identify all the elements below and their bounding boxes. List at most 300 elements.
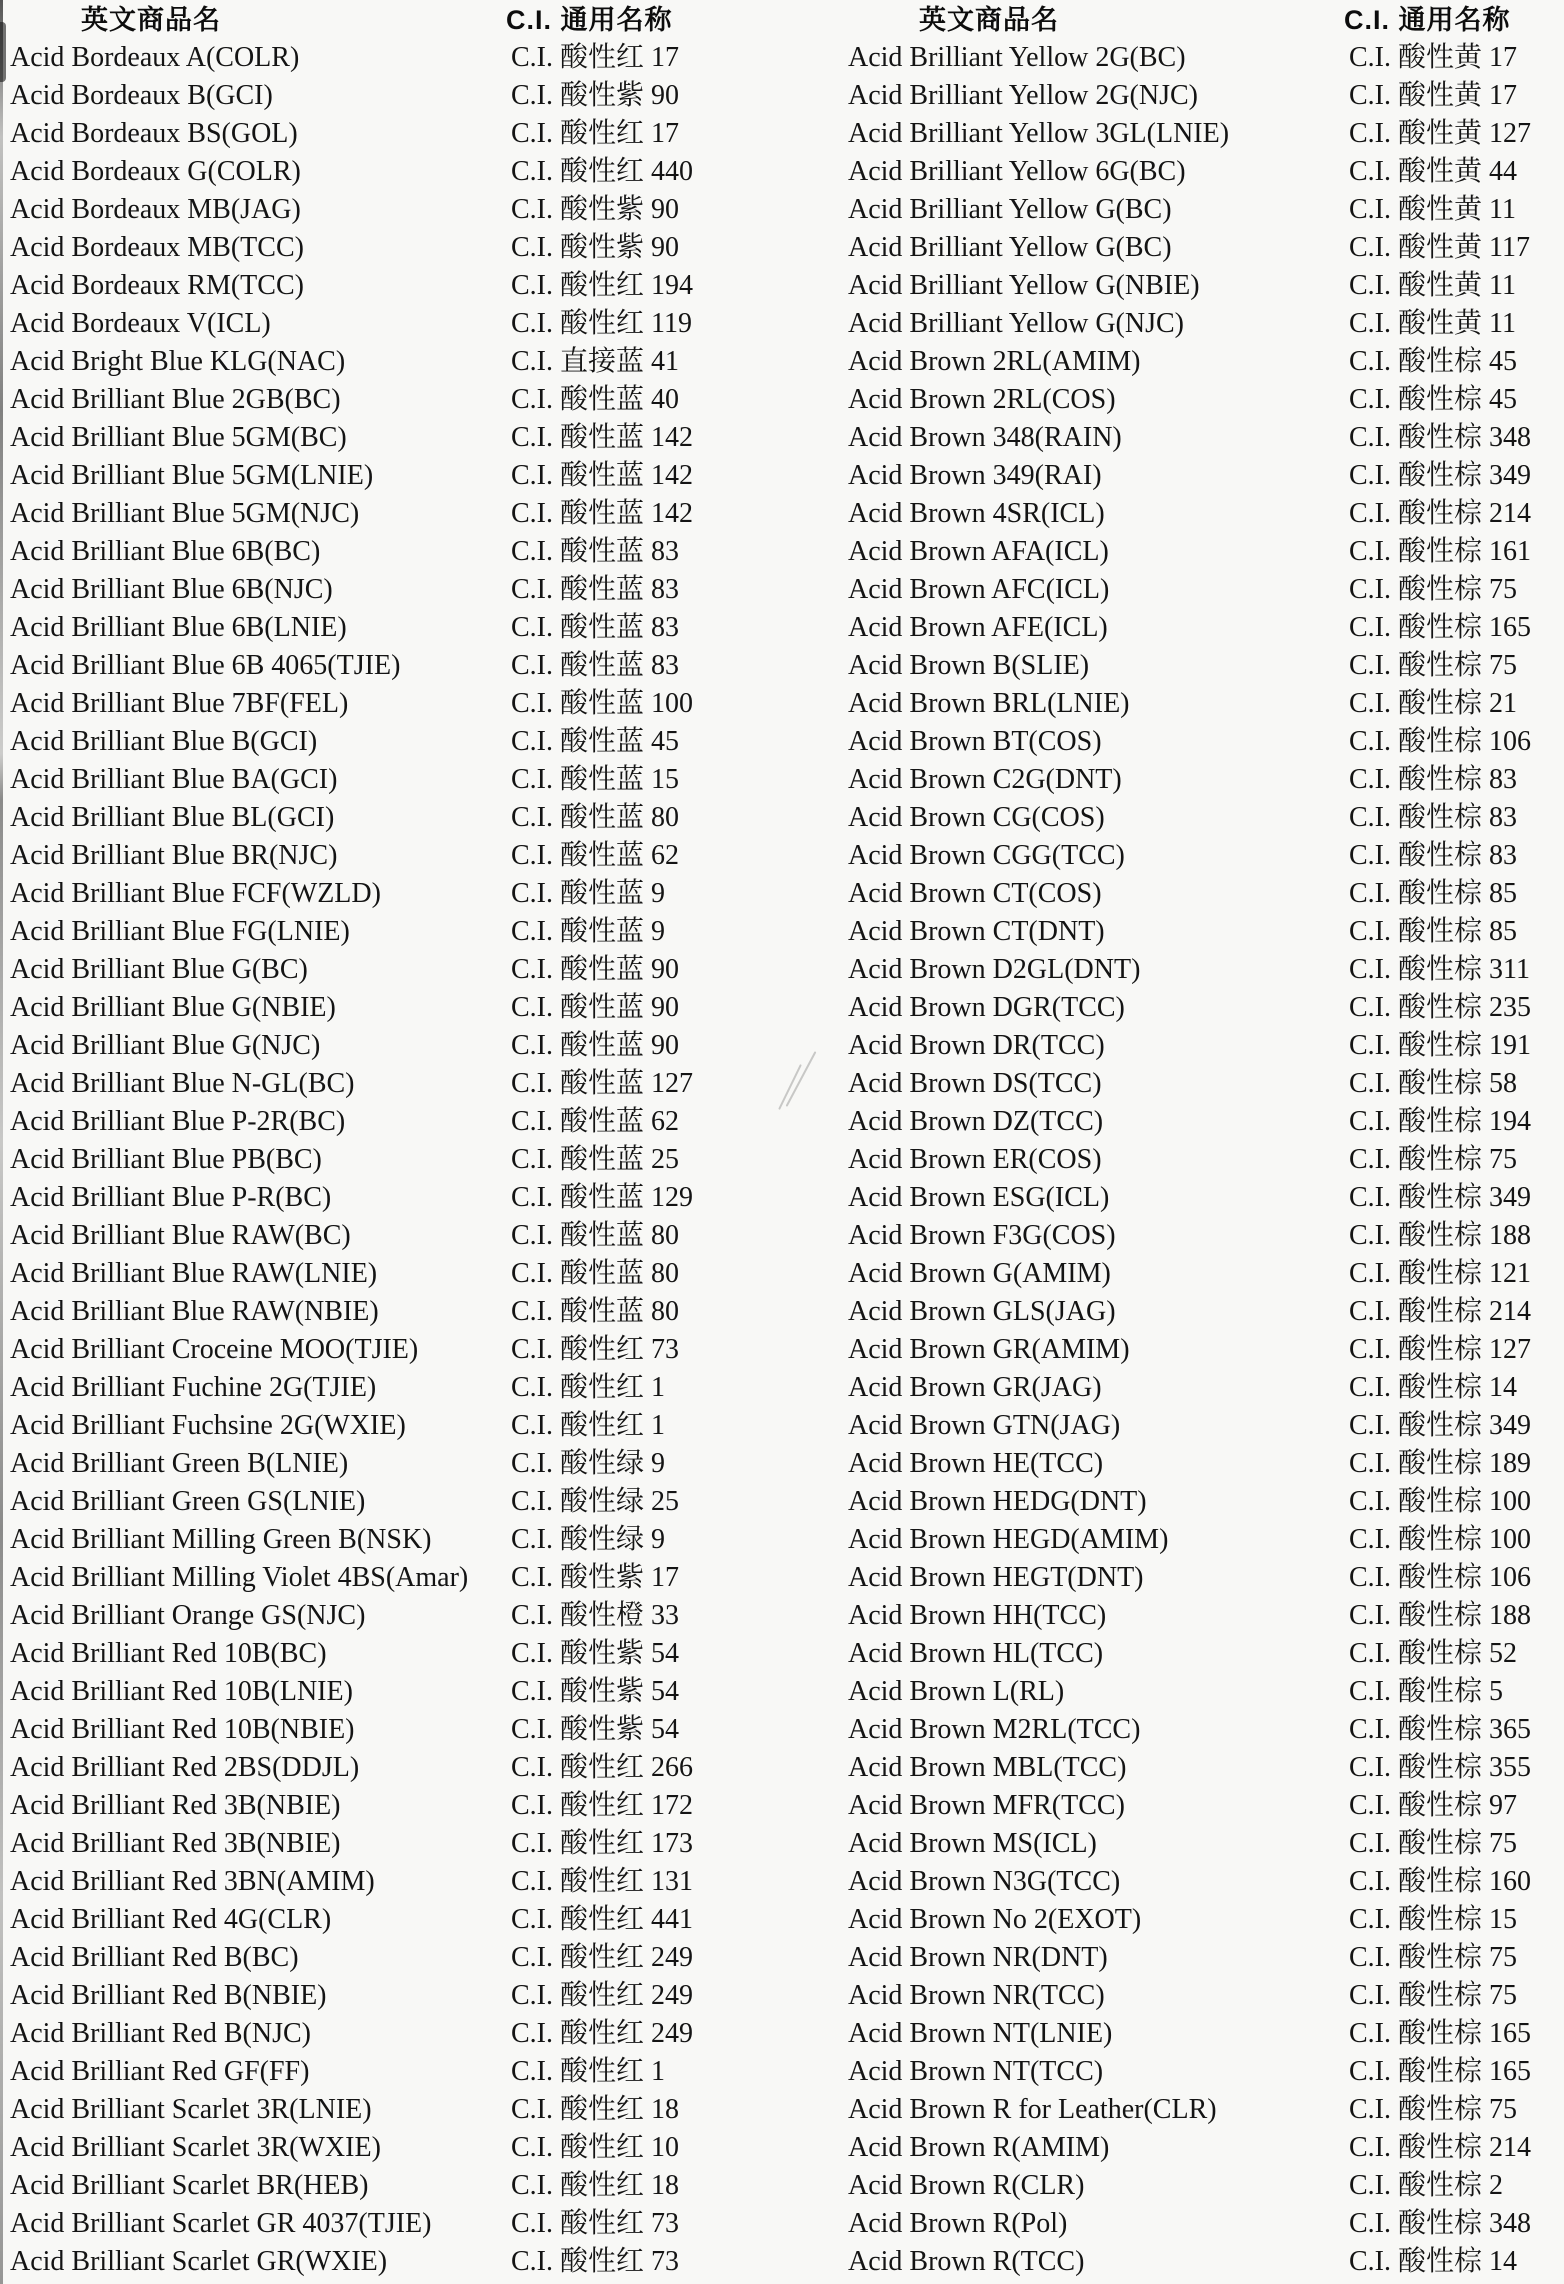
table-body [848,39,1558,2281]
table-row [848,2091,1558,2129]
table-row [10,1901,710,1939]
trade-name-cell: Acid Brown GR(JAG) [848,1372,1102,1403]
trade-name-cell: Acid Brown DZ(TCC) [848,1106,1104,1137]
trade-name-column-header: 英文商品名 [919,5,1059,35]
table-row [10,1559,710,1597]
table-row [10,2167,710,2205]
table-header-row [848,0,1558,39]
table-row [848,1825,1558,1863]
ci-name-cell: C.I. 酸性棕 45 [1349,346,1518,377]
trade-name-cell: Acid Brown No 2(EXOT) [848,1904,1142,1935]
ci-name-cell: C.I. 酸性黄 44 [1349,156,1518,187]
ci-name-cell: C.I. 酸性棕 106 [1349,1562,1532,1593]
trade-name-cell: Acid Brilliant Blue G(BC) [10,954,308,985]
ci-name-cell: C.I. 酸性棕 349 [1349,1410,1532,1441]
table-row [848,761,1558,799]
table-row [10,2129,710,2167]
table-row [10,1749,710,1787]
trade-name-cell: Acid Brilliant Blue 6B 4065(TJIE) [10,650,401,681]
ci-name-cell: C.I. 酸性蓝 40 [511,384,680,415]
ci-name-cell: C.I. 酸性蓝 80 [511,1296,680,1327]
table-row [10,1369,710,1407]
trade-name-cell: Acid Brown R(AMIM) [848,2132,1110,2163]
trade-name-cell: Acid Brilliant Blue N-GL(BC) [10,1068,355,1099]
table-row [848,39,1558,77]
table-row [10,723,710,761]
trade-name-cell: Acid Brilliant Blue 6B(BC) [10,536,321,567]
table-row [10,229,710,267]
ci-name-cell: C.I. 酸性棕 121 [1349,1258,1532,1289]
ci-name-cell: C.I. 酸性红 441 [511,1904,694,1935]
ci-name-cell: C.I. 酸性紫 54 [511,1676,680,1707]
ci-name-cell: C.I. 酸性蓝 62 [511,840,680,871]
table-row [10,1445,710,1483]
ci-name-cell: C.I. 酸性蓝 127 [511,1068,694,1099]
table-row [848,267,1558,305]
table-row [848,571,1558,609]
trade-name-cell: Acid Brilliant Red B(NBIE) [10,1980,327,2011]
ci-name-cell: C.I. 酸性蓝 83 [511,650,680,681]
trade-name-cell: Acid Brilliant Green B(LNIE) [10,1448,349,1479]
ci-name-cell: C.I. 酸性绿 9 [511,1448,666,1479]
ci-name-cell: C.I. 酸性棕 106 [1349,726,1532,757]
trade-name-cell: Acid Brilliant Blue RAW(NBIE) [10,1296,379,1327]
table-row [848,1369,1558,1407]
ci-name-cell: C.I. 酸性蓝 83 [511,536,680,567]
ci-name-cell: C.I. 酸性棕 127 [1349,1334,1532,1365]
table-row [848,1559,1558,1597]
table-row [848,1901,1558,1939]
trade-name-column-header: 英文商品名 [81,5,221,35]
trade-name-cell: Acid Brown BT(COS) [848,726,1102,757]
ci-name-column-header: C.I. 通用名称 [506,5,673,35]
table-row [848,1483,1558,1521]
trade-name-cell: Acid Brilliant Yellow 2G(NJC) [848,80,1198,111]
table-row [10,305,710,343]
ci-name-cell: C.I. 酸性棕 75 [1349,574,1518,605]
table-row [848,495,1558,533]
table-row [10,1977,710,2015]
ci-name-cell: C.I. 酸性蓝 129 [511,1182,694,1213]
ci-name-cell: C.I. 酸性红 10 [511,2132,680,2163]
table-row [848,1407,1558,1445]
table-row [848,2053,1558,2091]
trade-name-cell: Acid Brown F3G(COS) [848,1220,1116,1251]
trade-name-cell: Acid Brilliant Blue P-R(BC) [10,1182,332,1213]
trade-name-cell: Acid Brown NR(TCC) [848,1980,1105,2011]
trade-name-cell: Acid Brilliant Fuchine 2G(TJIE) [10,1372,377,1403]
trade-name-cell: Acid Brilliant Blue PB(BC) [10,1144,322,1175]
table-row [10,1635,710,1673]
ci-name-cell: C.I. 酸性红 249 [511,1942,694,1973]
ci-name-cell: C.I. 酸性红 194 [511,270,694,301]
table-row [848,305,1558,343]
table-row [10,267,710,305]
table-row [10,381,710,419]
table-row [10,1521,710,1559]
trade-name-cell: Acid Brown 4SR(ICL) [848,498,1105,529]
trade-name-cell: Acid Brilliant Fuchsine 2G(WXIE) [10,1410,406,1441]
table-row [848,153,1558,191]
trade-name-cell: Acid Brilliant Scarlet GR(WXIE) [10,2246,388,2277]
ci-name-cell: C.I. 酸性棕 85 [1349,878,1518,909]
ci-name-cell: C.I. 酸性棕 83 [1349,764,1518,795]
ci-name-cell: C.I. 酸性黄 117 [1349,232,1530,263]
trade-name-cell: Acid Brown ER(COS) [848,1144,1102,1175]
table-row [10,1217,710,1255]
ci-name-cell: C.I. 酸性棕 348 [1349,2208,1532,2239]
trade-name-cell: Acid Brilliant Blue 5GM(NJC) [10,498,360,529]
scan-edge-smudge [0,22,6,82]
ci-name-cell: C.I. 酸性红 119 [511,308,692,339]
trade-name-cell: Acid Brown AFC(ICL) [848,574,1110,605]
trade-name-cell: Acid Brilliant Croceine MOO(TJIE) [10,1334,419,1365]
ci-name-cell: C.I. 酸性棕 214 [1349,1296,1532,1327]
ci-name-cell: C.I. 酸性棕 21 [1349,688,1518,719]
ci-name-cell: C.I. 酸性黄 11 [1349,308,1516,339]
ci-name-cell: C.I. 酸性棕 349 [1349,1182,1532,1213]
table-row [10,1711,710,1749]
table-row [10,685,710,723]
ci-name-cell: C.I. 酸性红 1 [511,1372,666,1403]
trade-name-cell: Acid Brilliant Yellow 6G(BC) [848,156,1186,187]
ci-name-cell: C.I. 酸性红 73 [511,1334,680,1365]
ci-name-cell: C.I. 酸性蓝 142 [511,498,694,529]
ci-name-cell: C.I. 酸性黄 11 [1349,194,1516,225]
table-row [848,229,1558,267]
ci-name-cell: C.I. 酸性黄 17 [1349,80,1518,111]
trade-name-cell: Acid Brown B(SLIE) [848,650,1090,681]
ci-name-cell: C.I. 酸性棕 214 [1349,498,1532,529]
trade-name-cell: Acid Brilliant Blue BR(NJC) [10,840,338,871]
ci-name-cell: C.I. 酸性棕 75 [1349,1144,1518,1175]
trade-name-cell: Acid Brown GTN(JAG) [848,1410,1121,1441]
table-row [848,343,1558,381]
table-row [10,1065,710,1103]
table-row [10,2205,710,2243]
ci-name-cell: C.I. 酸性棕 348 [1349,422,1532,453]
trade-name-cell: Acid Brilliant Red 10B(NBIE) [10,1714,355,1745]
table-row [848,609,1558,647]
ci-name-cell: C.I. 酸性蓝 142 [511,460,694,491]
ci-name-cell: C.I. 酸性黄 17 [1349,42,1518,73]
trade-name-cell: Acid Brilliant Milling Violet 4BS(Amar) [10,1562,469,1593]
trade-name-cell: Acid Brilliant Scarlet BR(HEB) [10,2170,369,2201]
ci-name-cell: C.I. 酸性棕 75 [1349,1828,1518,1859]
table-row [848,913,1558,951]
ci-name-cell: C.I. 酸性蓝 9 [511,878,666,909]
trade-name-cell: Acid Brilliant Blue 6B(LNIE) [10,612,347,643]
dye-table-left [10,0,710,2281]
trade-name-cell: Acid Brown L(RL) [848,1676,1065,1707]
table-row [10,875,710,913]
dye-table-right [848,0,1558,2281]
table-row [10,419,710,457]
trade-name-cell: Acid Brown DGR(TCC) [848,992,1125,1023]
ci-name-cell: C.I. 酸性棕 100 [1349,1486,1532,1517]
trade-name-cell: Acid Bordeaux MB(JAG) [10,194,301,225]
table-row [848,1065,1558,1103]
trade-name-cell: Acid Brown MBL(TCC) [848,1752,1127,1783]
trade-name-cell: Acid Bordeaux A(COLR) [10,42,300,73]
trade-name-cell: Acid Brilliant Blue FG(LNIE) [10,916,350,947]
table-row [10,77,710,115]
trade-name-cell: Acid Brown NT(TCC) [848,2056,1104,2087]
table-row [848,419,1558,457]
table-row [10,1331,710,1369]
table-row [848,1331,1558,1369]
ci-name-cell: C.I. 酸性棕 75 [1349,1942,1518,1973]
table-row [848,1255,1558,1293]
ci-name-cell: C.I. 酸性蓝 9 [511,916,666,947]
trade-name-cell: Acid Brown AFA(ICL) [848,536,1109,567]
trade-name-cell: Acid Brilliant Blue 7BF(FEL) [10,688,349,719]
table-row [10,1825,710,1863]
ci-name-cell: C.I. 酸性红 173 [511,1828,694,1859]
table-row [848,1749,1558,1787]
trade-name-cell: Acid Brown NR(DNT) [848,1942,1108,1973]
trade-name-cell: Acid Brilliant Blue 5GM(LNIE) [10,460,374,491]
trade-name-cell: Acid Brilliant Red GF(FF) [10,2056,310,2087]
table-row [10,609,710,647]
ci-name-cell: C.I. 酸性棕 14 [1349,1372,1518,1403]
ci-name-cell: C.I. 酸性紫 90 [511,80,680,111]
scan-scratch-artifact [786,1051,817,1107]
table-row [848,723,1558,761]
ci-name-cell: C.I. 酸性棕 97 [1349,1790,1518,1821]
trade-name-cell: Acid Bordeaux RM(TCC) [10,270,304,301]
trade-name-cell: Acid Brilliant Red 2BS(DDJL) [10,1752,360,1783]
trade-name-cell: Acid Brilliant Milling Green B(NSK) [10,1524,432,1555]
trade-name-cell: Acid Brilliant Blue G(NJC) [10,1030,321,1061]
trade-name-cell: Acid Brown M2RL(TCC) [848,1714,1141,1745]
trade-name-cell: Acid Bordeaux G(COLR) [10,156,301,187]
ci-name-cell: C.I. 酸性红 131 [511,1866,694,1897]
ci-name-cell: C.I. 酸性蓝 45 [511,726,680,757]
trade-name-cell: Acid Brilliant Red B(NJC) [10,2018,311,2049]
table-row [10,2091,710,2129]
table-row [10,1179,710,1217]
trade-name-cell: Acid Brilliant Orange GS(NJC) [10,1600,366,1631]
ci-name-cell: C.I. 酸性棕 214 [1349,2132,1532,2163]
ci-name-cell: C.I. 酸性蓝 90 [511,1030,680,1061]
trade-name-cell: Acid Brilliant Scarlet GR 4037(TJIE) [10,2208,432,2239]
trade-name-cell: Acid Brown AFE(ICL) [848,612,1108,643]
ci-name-cell: C.I. 酸性棕 75 [1349,1980,1518,2011]
trade-name-cell: Acid Brown CT(DNT) [848,916,1105,947]
ci-name-cell: C.I. 酸性红 73 [511,2246,680,2277]
table-row [848,951,1558,989]
trade-name-cell: Acid Brown ESG(ICL) [848,1182,1110,1213]
table-row [10,913,710,951]
table-row [10,1787,710,1825]
ci-name-cell: C.I. 酸性棕 188 [1349,1220,1532,1251]
ci-name-cell: C.I. 酸性红 1 [511,1410,666,1441]
ci-name-cell: C.I. 酸性红 440 [511,156,694,187]
table-row [848,115,1558,153]
trade-name-cell: Acid Brilliant Blue B(GCI) [10,726,318,757]
table-row [10,1027,710,1065]
table-row [848,989,1558,1027]
trade-name-cell: Acid Brilliant Yellow G(NBIE) [848,270,1200,301]
ci-name-cell: C.I. 酸性紫 54 [511,1638,680,1669]
ci-name-cell: C.I. 酸性蓝 80 [511,802,680,833]
ci-name-cell: C.I. 酸性棕 85 [1349,916,1518,947]
ci-name-cell: C.I. 酸性棕 355 [1349,1752,1532,1783]
trade-name-cell: Acid Brown 349(RAI) [848,460,1102,491]
table-row [10,1103,710,1141]
ci-name-cell: C.I. 酸性棕 165 [1349,2018,1532,2049]
ci-name-cell: C.I. 酸性蓝 83 [511,574,680,605]
ci-name-cell: C.I. 酸性棕 14 [1349,2246,1518,2277]
trade-name-cell: Acid Brilliant Blue G(NBIE) [10,992,336,1023]
trade-name-cell: Acid Brown MFR(TCC) [848,1790,1125,1821]
ci-name-cell: C.I. 酸性绿 25 [511,1486,680,1517]
table-row [848,1635,1558,1673]
table-row [848,2129,1558,2167]
table-row [10,2015,710,2053]
ci-name-cell: C.I. 酸性棕 189 [1349,1448,1532,1479]
table-row [848,2205,1558,2243]
table-row [10,2243,710,2281]
trade-name-cell: Acid Brilliant Scarlet 3R(WXIE) [10,2132,381,2163]
table-row [10,647,710,685]
trade-name-cell: Acid Brown R(TCC) [848,2246,1085,2277]
trade-name-cell: Acid Brown HL(TCC) [848,1638,1104,1669]
trade-name-cell: Acid Brown HEGT(DNT) [848,1562,1144,1593]
table-row [10,495,710,533]
ci-name-cell: C.I. 酸性蓝 83 [511,612,680,643]
table-row [848,77,1558,115]
table-row [848,799,1558,837]
table-header-row [10,0,710,39]
trade-name-cell: Acid Brown R for Leather(CLR) [848,2094,1217,2125]
table-row [848,1711,1558,1749]
table-row [848,1179,1558,1217]
table-row [10,951,710,989]
table-row [10,1407,710,1445]
ci-name-cell: C.I. 酸性棕 45 [1349,384,1518,415]
table-row [848,837,1558,875]
ci-name-cell: C.I. 酸性棕 160 [1349,1866,1532,1897]
table-row [848,533,1558,571]
trade-name-cell: Acid Brilliant Blue FCF(WZLD) [10,878,381,909]
trade-name-cell: Acid Brilliant Red 3B(NBIE) [10,1828,341,1859]
table-row [10,153,710,191]
ci-name-cell: C.I. 酸性红 17 [511,42,680,73]
table-row [848,1141,1558,1179]
table-row [848,1521,1558,1559]
table-body [10,39,710,2281]
trade-name-cell: Acid Brilliant Blue BL(GCI) [10,802,335,833]
ci-name-cell: C.I. 酸性棕 365 [1349,1714,1532,1745]
ci-name-cell: C.I. 酸性红 18 [511,2170,680,2201]
trade-name-cell: Acid Brown 2RL(AMIM) [848,346,1141,377]
table-row [848,647,1558,685]
ci-name-cell: C.I. 酸性红 73 [511,2208,680,2239]
trade-name-cell: Acid Brown R(Pol) [848,2208,1068,2239]
trade-name-cell: Acid Brilliant Red 10B(LNIE) [10,1676,353,1707]
ci-name-cell: C.I. 酸性棕 165 [1349,2056,1532,2087]
table-row [10,1483,710,1521]
table-row [848,1293,1558,1331]
ci-name-cell: C.I. 酸性棕 349 [1349,460,1532,491]
trade-name-cell: Acid Brilliant Blue RAW(BC) [10,1220,351,1251]
trade-name-cell: Acid Brilliant Scarlet 3R(LNIE) [10,2094,372,2125]
ci-name-cell: C.I. 酸性棕 83 [1349,802,1518,833]
ci-name-cell: C.I. 酸性棕 191 [1349,1030,1532,1061]
trade-name-cell: Acid Brown GR(AMIM) [848,1334,1130,1365]
scan-edge-shadow [0,0,3,2284]
trade-name-cell: Acid Brown 2RL(COS) [848,384,1116,415]
ci-name-cell: C.I. 酸性棕 194 [1349,1106,1532,1137]
table-row [848,191,1558,229]
table-row [848,1863,1558,1901]
table-row [10,1939,710,1977]
ci-name-cell: C.I. 酸性棕 58 [1349,1068,1518,1099]
ci-name-cell: C.I. 酸性蓝 90 [511,992,680,1023]
ci-name-cell: C.I. 酸性绿 9 [511,1524,666,1555]
table-row [10,115,710,153]
ci-name-cell: C.I. 酸性橙 33 [511,1600,680,1631]
table-row [10,989,710,1027]
table-row [10,1863,710,1901]
ci-name-cell: C.I. 酸性红 249 [511,2018,694,2049]
table-row [848,2243,1558,2281]
ci-name-cell: C.I. 酸性红 17 [511,118,680,149]
table-row [10,1673,710,1711]
trade-name-cell: Acid Brown N3G(TCC) [848,1866,1121,1897]
trade-name-cell: Acid Brown CG(COS) [848,802,1105,833]
ci-name-cell: C.I. 酸性紫 17 [511,1562,680,1593]
ci-name-cell: C.I. 酸性棕 161 [1349,536,1532,567]
table-row [848,381,1558,419]
table-row [10,1141,710,1179]
table-row [10,39,710,77]
trade-name-cell: Acid Bordeaux V(ICL) [10,308,271,339]
ci-name-cell: C.I. 酸性红 18 [511,2094,680,2125]
table-row [848,457,1558,495]
trade-name-cell: Acid Brown NT(LNIE) [848,2018,1113,2049]
table-row [10,571,710,609]
trade-name-cell: Acid Brilliant Yellow 2G(BC) [848,42,1186,73]
ci-name-cell: C.I. 酸性黄 127 [1349,118,1532,149]
table-row [848,1597,1558,1635]
scan-scratch-artifact [778,1064,802,1110]
trade-name-cell: Acid Brown CT(COS) [848,878,1102,909]
ci-name-cell: C.I. 酸性蓝 62 [511,1106,680,1137]
ci-name-cell: C.I. 酸性棕 75 [1349,2094,1518,2125]
trade-name-cell: Acid Brown HEDG(DNT) [848,1486,1147,1517]
trade-name-cell: Acid Brilliant Red 10B(BC) [10,1638,327,1669]
ci-name-cell: C.I. 酸性棕 83 [1349,840,1518,871]
ci-name-column-header: C.I. 通用名称 [1344,5,1511,35]
ci-name-cell: C.I. 酸性红 266 [511,1752,694,1783]
ci-name-cell: C.I. 酸性棕 52 [1349,1638,1518,1669]
table-row [10,457,710,495]
trade-name-cell: Acid Brown G(AMIM) [848,1258,1111,1289]
ci-name-cell: C.I. 酸性红 172 [511,1790,694,1821]
trade-name-cell: Acid Brilliant Blue 6B(NJC) [10,574,333,605]
trade-name-cell: Acid Brilliant Yellow G(BC) [848,232,1172,263]
table-row [848,1103,1558,1141]
trade-name-cell: Acid Brilliant Yellow 3GL(LNIE) [848,118,1230,149]
trade-name-cell: Acid Brown HE(TCC) [848,1448,1104,1479]
trade-name-cell: Acid Brilliant Yellow G(NJC) [848,308,1184,339]
table-row [848,1977,1558,2015]
table-row [848,2167,1558,2205]
table-row [10,533,710,571]
